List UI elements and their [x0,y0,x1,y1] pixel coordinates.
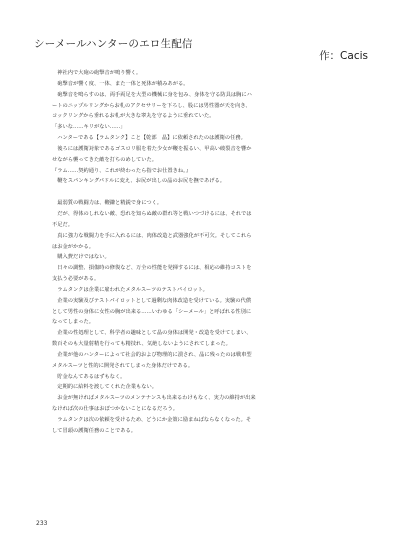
text-line: 貯金なんてあるはずもなく。 [52,373,126,380]
text-line: はお金がかかる。 [52,243,94,250]
text-line: 後ろには護衛対象であるゴスロリ服を着た少女が鞭を振るい、甲高い破裂音を響か [52,145,252,152]
text-line: なってしまった。 [52,319,94,326]
text-line: 砲撃音が響く度、一体、また一体と死体が積みあがる。 [52,80,189,87]
text-line: ハンターである【ラムタンク】こと【乾部 晶】に依頼されたのは護衛の任務。 [52,135,246,142]
text-line: なければ次の仕事はおぼつかないことになるだろう。 [52,406,178,413]
text-line: ラムタンクは次の依頼を受けるため、どうにか金策に励まねばならなくなった。そ [52,417,252,423]
text-line: コックリングから垂れるお札が大きな睾丸を守るように垂れていた。 [52,113,215,120]
text-line: せながら襲ってきた敵を打ちのめしていた。 [52,156,157,163]
text-line: 企業が他のハンターによって社会的および物理的に潰され、晶に残ったのは戦車型 [52,351,252,358]
text-line: 最弱質の戦闘力は、鞭鎌と精鋭で身につく。 [52,200,163,207]
text-line: として男性の身体に女性の胸が出来る……いわゆる「シーメール」と呼ばれる性別に [52,308,252,315]
text-line: 『ラム……契約通り、これが終わったら指でお仕置きね。』 [52,167,192,174]
text-line: 購入費だけではない。 [52,254,110,261]
text-line: 数百そのも大量射精を行っても精技れ、気絶しないようにされてしまった。 [52,341,231,348]
text-line: メタルスーツと性的に開発されてしまった身体だけである。 [52,362,194,369]
text-line: 不足だ。 [52,221,73,228]
text-line: 神社内で大砲の砲撃音が鳴り響く。 [52,70,142,76]
text-line: 日々の調整、損傷時の修復など、万全の性能を発揮するには、相応の維持コストを [52,265,252,272]
text-line: 企業の実験及びテストパイロットとして過剰な肉体改造を受けている。実験の代償 [52,297,252,304]
text-line: 定期的に給料を渡してくれた企業もない。 [52,384,157,391]
text-line: 企業の性処理として、科学者の趣味として晶の身体は開発・改造を受けてしまい、 [52,330,252,337]
paragraph-break [52,187,374,198]
text-line: 鞭をスパンキングパドルに変え、お尻が出しの晶のお尻を撫であげる。 [52,178,225,185]
text-line: 砲撃音を鳴らすのは、両手両足を大型の機械に身を包み、身体を守る防具は胸にハ [52,91,252,98]
text-line: して冒頭の護衛任務のことである。 [52,427,136,434]
author-credit: 作：Cacis [319,50,368,62]
text-line: お金が無ければメタルスーツのメンテナンスも出来るわけもなく、実力の維持が出来 [52,395,256,402]
text-line: 「多いな……キリがない……」 [52,124,126,131]
text-line: 真に強力な戦闘力を手に入れるには、肉体改造と武器強化が不可欠。そしてこれら [52,232,252,239]
page-number: 233 [36,520,48,527]
text-line: ラムタンクは企業に雇われたメタルスーツのテストパイロット。 [52,286,208,293]
text-line: だが、得体のしれない敵、恐れを知らぬ敵の群れ等と戦いつづけるには、それでは [52,210,252,217]
text-line: ートのニップルリングからお札のアクセサリーを下ろし、股には男性器が天を向き、 [52,102,251,109]
text-line: 支払う必要がある。 [52,276,100,283]
page-title: シーメールハンターのエロ生配信 [34,38,193,50]
body-text [52,68,374,437]
